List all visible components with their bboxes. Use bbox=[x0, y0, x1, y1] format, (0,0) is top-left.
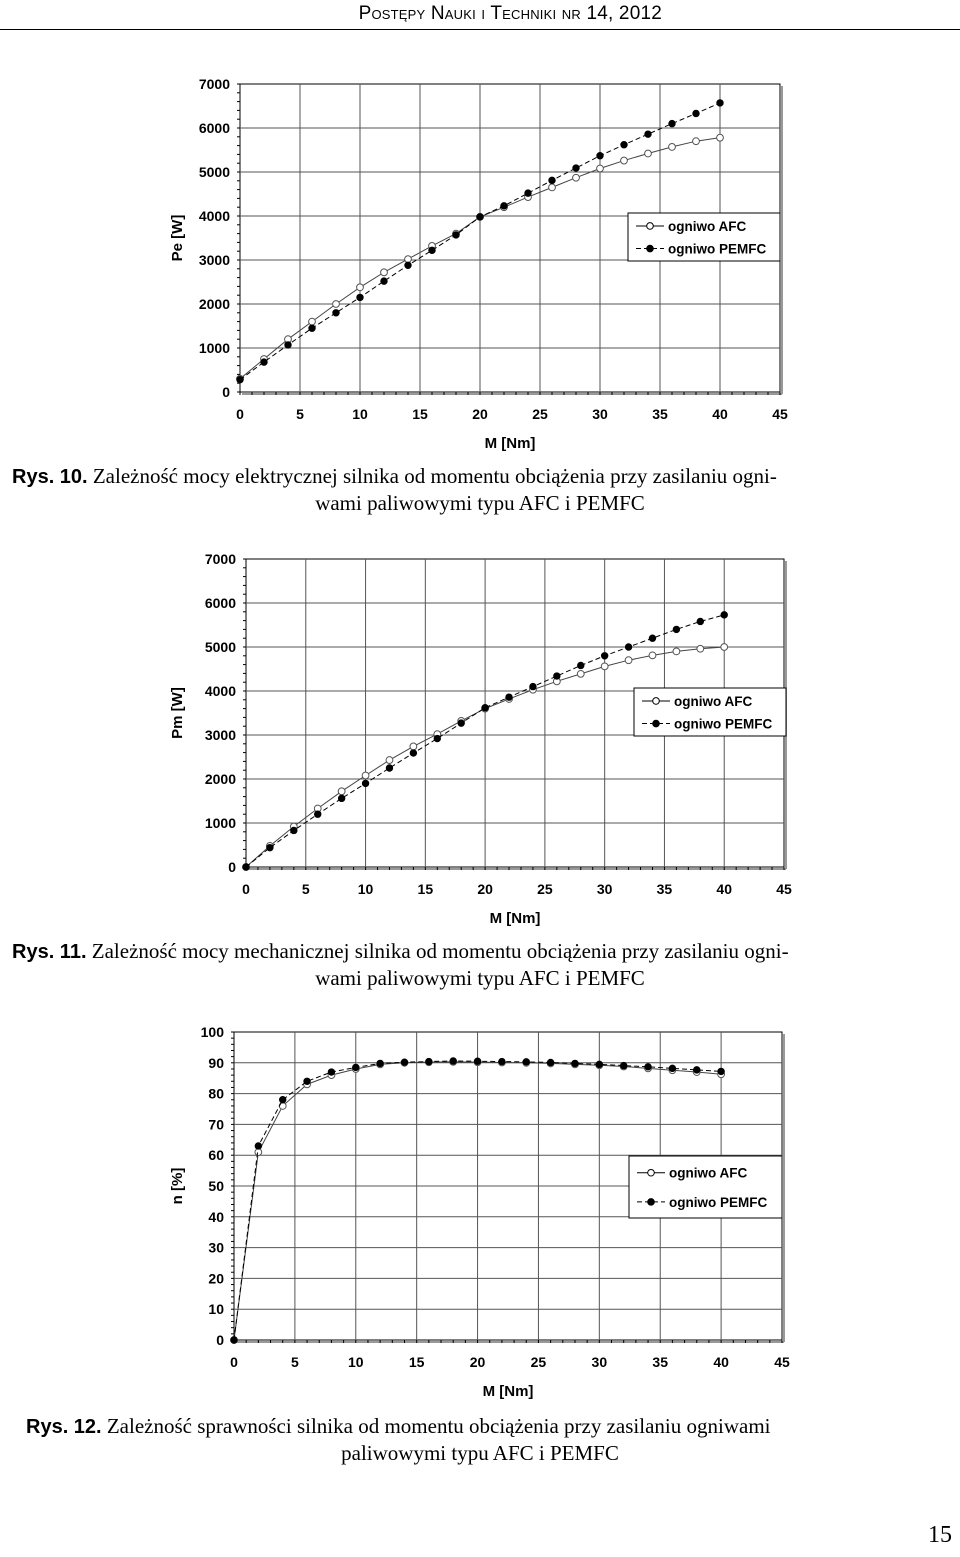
x-tick-label: 35 bbox=[652, 406, 668, 422]
data-point-pemfc bbox=[237, 376, 243, 382]
data-point-pemfc bbox=[243, 864, 249, 870]
caption-text-cont: paliwowymi typu AFC i PEMFC bbox=[341, 1441, 619, 1465]
page-header bbox=[0, 0, 960, 30]
y-tick-label: 80 bbox=[208, 1085, 224, 1102]
data-point-afc bbox=[621, 157, 628, 164]
caption-text: Zależność mocy elektrycznej silnika od momentu obciążenia przy zasilaniu ogni- bbox=[87, 464, 777, 488]
chart-svg bbox=[0, 545, 960, 930]
data-point-pemfc bbox=[572, 1060, 578, 1066]
legend-marker bbox=[653, 720, 660, 727]
x-tick-label: 0 bbox=[242, 881, 250, 897]
x-tick-label: 5 bbox=[301, 881, 310, 897]
x-tick-label: 0 bbox=[230, 1354, 238, 1370]
data-point-pemfc bbox=[386, 765, 392, 771]
data-point-pemfc bbox=[547, 1059, 553, 1065]
y-tick-label: 4000 bbox=[204, 683, 236, 699]
x-tick-label: 20 bbox=[469, 1354, 486, 1370]
x-tick-label: 15 bbox=[408, 1354, 425, 1370]
chart-efficiency bbox=[0, 1020, 960, 1405]
x-tick-label: 15 bbox=[417, 881, 434, 897]
data-point-afc bbox=[381, 269, 388, 276]
data-point-pemfc bbox=[554, 673, 560, 679]
data-point-afc bbox=[577, 670, 584, 677]
y-axis-label: n [%] bbox=[169, 1167, 186, 1205]
data-point-pemfc bbox=[718, 1068, 724, 1074]
chart-svg bbox=[0, 1020, 960, 1405]
x-tick-label: 40 bbox=[716, 881, 733, 897]
data-point-pemfc bbox=[426, 1058, 432, 1064]
legend-label: ogniwo AFC bbox=[669, 1165, 748, 1181]
data-point-pemfc bbox=[401, 1059, 407, 1065]
chart-electric-power bbox=[0, 70, 960, 455]
x-tick-label: 0 bbox=[236, 406, 244, 422]
y-tick-label: 7000 bbox=[204, 551, 236, 567]
legend-label: ogniwo PEMFC bbox=[669, 1194, 768, 1210]
data-point-afc bbox=[697, 645, 704, 652]
data-point-afc bbox=[649, 652, 656, 659]
data-point-pemfc bbox=[669, 120, 675, 126]
data-point-pemfc bbox=[649, 635, 655, 641]
data-point-pemfc bbox=[362, 780, 368, 786]
y-tick-label: 100 bbox=[200, 1024, 224, 1040]
data-point-pemfc bbox=[434, 735, 440, 741]
x-tick-label: 15 bbox=[412, 406, 428, 422]
y-tick-label: 20 bbox=[208, 1270, 224, 1287]
data-point-pemfc bbox=[231, 1337, 237, 1343]
y-tick-label: 90 bbox=[208, 1054, 224, 1071]
y-tick-label: 6000 bbox=[204, 595, 236, 611]
legend-marker bbox=[653, 698, 660, 705]
data-point-pemfc bbox=[477, 214, 483, 220]
data-point-pemfc bbox=[621, 142, 627, 148]
x-tick-label: 45 bbox=[772, 406, 788, 422]
data-point-pemfc bbox=[315, 811, 321, 817]
data-point-afc bbox=[601, 663, 608, 670]
page-number: 15 bbox=[928, 1522, 952, 1548]
data-point-pemfc bbox=[506, 694, 512, 700]
data-point-pemfc bbox=[694, 1067, 700, 1073]
data-point-pemfc bbox=[549, 177, 555, 183]
data-point-pemfc bbox=[673, 626, 679, 632]
data-point-pemfc bbox=[573, 165, 579, 171]
data-point-pemfc bbox=[357, 294, 363, 300]
y-tick-label: 40 bbox=[208, 1208, 224, 1225]
data-point-pemfc bbox=[578, 662, 584, 668]
x-axis-label: M [Nm] bbox=[489, 910, 541, 927]
x-tick-label: 10 bbox=[357, 881, 374, 897]
data-point-afc bbox=[357, 284, 364, 291]
y-tick-label: 50 bbox=[208, 1178, 224, 1194]
caption-rys-12 bbox=[0, 1413, 960, 1466]
x-tick-label: 40 bbox=[713, 1354, 729, 1370]
x-tick-label: 45 bbox=[774, 1354, 790, 1370]
data-point-pemfc bbox=[353, 1064, 359, 1070]
chart-mechanical-power bbox=[0, 545, 960, 930]
data-point-afc bbox=[645, 150, 652, 157]
y-tick-label: 10 bbox=[208, 1301, 224, 1318]
data-point-afc bbox=[717, 134, 724, 141]
data-point-pemfc bbox=[285, 342, 291, 348]
data-point-pemfc bbox=[693, 110, 699, 116]
caption-label: Rys. 10. bbox=[12, 466, 88, 488]
y-tick-label: 4000 bbox=[198, 208, 230, 224]
data-point-pemfc bbox=[645, 131, 651, 137]
data-point-afc bbox=[333, 301, 340, 308]
data-point-pemfc bbox=[721, 612, 727, 618]
x-tick-label: 25 bbox=[530, 1354, 547, 1370]
data-point-afc bbox=[410, 743, 417, 750]
legend-marker bbox=[647, 223, 654, 230]
data-point-afc bbox=[573, 174, 580, 181]
x-tick-label: 30 bbox=[591, 1354, 608, 1370]
data-point-pemfc bbox=[458, 720, 464, 726]
data-point-pemfc bbox=[620, 1062, 626, 1068]
data-point-pemfc bbox=[717, 100, 723, 106]
data-point-afc bbox=[386, 757, 393, 764]
legend-marker bbox=[648, 1169, 655, 1176]
data-point-afc bbox=[362, 772, 369, 779]
data-point-pemfc bbox=[501, 203, 507, 209]
legend-label: ogniwo PEMFC bbox=[668, 241, 767, 257]
y-tick-label: 0 bbox=[228, 859, 236, 875]
data-point-pemfc bbox=[381, 278, 387, 284]
data-point-pemfc bbox=[309, 325, 315, 331]
x-tick-label: 20 bbox=[477, 881, 493, 897]
y-axis-label: Pm [W] bbox=[169, 687, 186, 739]
data-point-pemfc bbox=[377, 1060, 383, 1066]
x-tick-label: 40 bbox=[712, 406, 728, 422]
data-point-pemfc bbox=[429, 247, 435, 253]
x-tick-label: 30 bbox=[592, 406, 608, 422]
legend-marker bbox=[648, 1199, 655, 1206]
data-point-afc bbox=[549, 184, 556, 191]
y-tick-label: 3000 bbox=[198, 252, 230, 268]
data-point-pemfc bbox=[697, 618, 703, 624]
y-axis-label: Pe [W] bbox=[169, 214, 186, 262]
header-rule bbox=[0, 29, 960, 30]
data-point-pemfc bbox=[410, 750, 416, 756]
legend-label: ogniwo AFC bbox=[674, 693, 753, 709]
data-point-afc bbox=[721, 644, 728, 651]
journal-title: Postępy Nauki i Techniki nr 14, 2012 bbox=[358, 3, 662, 24]
data-point-pemfc bbox=[450, 1058, 456, 1064]
x-tick-label: 10 bbox=[347, 1354, 364, 1370]
y-tick-label: 7000 bbox=[198, 76, 230, 92]
data-point-pemfc bbox=[625, 644, 631, 650]
data-point-pemfc bbox=[291, 827, 297, 833]
data-point-afc bbox=[597, 165, 604, 172]
data-point-pemfc bbox=[482, 705, 488, 711]
y-tick-label: 70 bbox=[208, 1116, 224, 1133]
caption-text: Zależność sprawności silnika od momentu obciążenia przy zasilaniu ogniwami bbox=[101, 1414, 771, 1438]
data-point-pemfc bbox=[596, 1061, 602, 1067]
x-axis-label: M [Nm] bbox=[482, 1383, 534, 1400]
data-point-pemfc bbox=[530, 683, 536, 689]
data-point-afc bbox=[669, 144, 676, 151]
y-tick-label: 6000 bbox=[198, 120, 230, 136]
y-tick-label: 5000 bbox=[198, 164, 230, 180]
data-point-pemfc bbox=[328, 1069, 334, 1075]
data-point-pemfc bbox=[280, 1097, 286, 1103]
y-tick-label: 0 bbox=[216, 1332, 224, 1348]
data-point-pemfc bbox=[645, 1064, 651, 1070]
caption-text-cont: wami paliwowymi typu AFC i PEMFC bbox=[315, 491, 645, 515]
data-point-pemfc bbox=[267, 844, 273, 850]
data-point-afc bbox=[693, 138, 700, 145]
y-tick-label: 2000 bbox=[204, 771, 236, 787]
data-point-pemfc bbox=[261, 359, 267, 365]
data-point-pemfc bbox=[338, 795, 344, 801]
data-point-pemfc bbox=[523, 1059, 529, 1065]
y-tick-label: 1000 bbox=[204, 815, 236, 831]
data-point-afc bbox=[255, 1149, 262, 1156]
data-point-pemfc bbox=[304, 1078, 310, 1084]
caption-rys-11 bbox=[0, 938, 960, 991]
caption-rys-10 bbox=[0, 463, 960, 516]
caption-label: Rys. 11. bbox=[12, 941, 87, 963]
data-point-afc bbox=[673, 648, 680, 655]
caption-text-cont: wami paliwowymi typu AFC i PEMFC bbox=[315, 966, 645, 990]
legend-label: ogniwo AFC bbox=[668, 218, 747, 234]
y-tick-label: 5000 bbox=[204, 639, 236, 655]
x-tick-label: 25 bbox=[532, 406, 548, 422]
y-tick-label: 30 bbox=[208, 1239, 224, 1256]
data-point-afc bbox=[405, 256, 412, 263]
data-point-pemfc bbox=[405, 262, 411, 268]
x-tick-label: 5 bbox=[290, 1354, 299, 1370]
x-tick-label: 30 bbox=[596, 881, 613, 897]
chart-svg bbox=[0, 70, 960, 455]
data-point-afc bbox=[625, 657, 632, 664]
caption-text: Zależność mocy mechanicznej silnika od momentu obciążenia przy zasilaniu ogni- bbox=[86, 939, 789, 963]
data-point-afc bbox=[338, 788, 345, 795]
data-point-pemfc bbox=[474, 1058, 480, 1064]
caption-label: Rys. 12. bbox=[26, 1416, 102, 1438]
x-tick-label: 10 bbox=[352, 406, 368, 422]
x-axis-label: M [Nm] bbox=[484, 435, 536, 452]
data-point-pemfc bbox=[601, 653, 607, 659]
data-point-pemfc bbox=[669, 1065, 675, 1071]
data-point-pemfc bbox=[499, 1058, 505, 1064]
y-tick-label: 2000 bbox=[198, 296, 230, 312]
x-tick-label: 20 bbox=[472, 406, 488, 422]
y-tick-label: 1000 bbox=[198, 340, 230, 356]
y-tick-label: 60 bbox=[208, 1147, 224, 1164]
legend-label: ogniwo PEMFC bbox=[674, 716, 773, 732]
x-tick-label: 25 bbox=[537, 881, 553, 897]
y-tick-label: 0 bbox=[222, 384, 230, 400]
data-point-afc bbox=[309, 318, 316, 325]
legend-marker bbox=[647, 245, 654, 252]
data-point-pemfc bbox=[525, 190, 531, 196]
y-tick-label: 3000 bbox=[204, 727, 236, 743]
data-point-pemfc bbox=[333, 310, 339, 316]
x-tick-label: 35 bbox=[656, 881, 673, 897]
x-tick-label: 45 bbox=[776, 881, 792, 897]
x-tick-label: 5 bbox=[296, 406, 304, 422]
x-tick-label: 35 bbox=[652, 1354, 669, 1370]
data-point-pemfc bbox=[255, 1143, 261, 1149]
data-point-pemfc bbox=[597, 153, 603, 159]
data-point-pemfc bbox=[453, 232, 459, 238]
